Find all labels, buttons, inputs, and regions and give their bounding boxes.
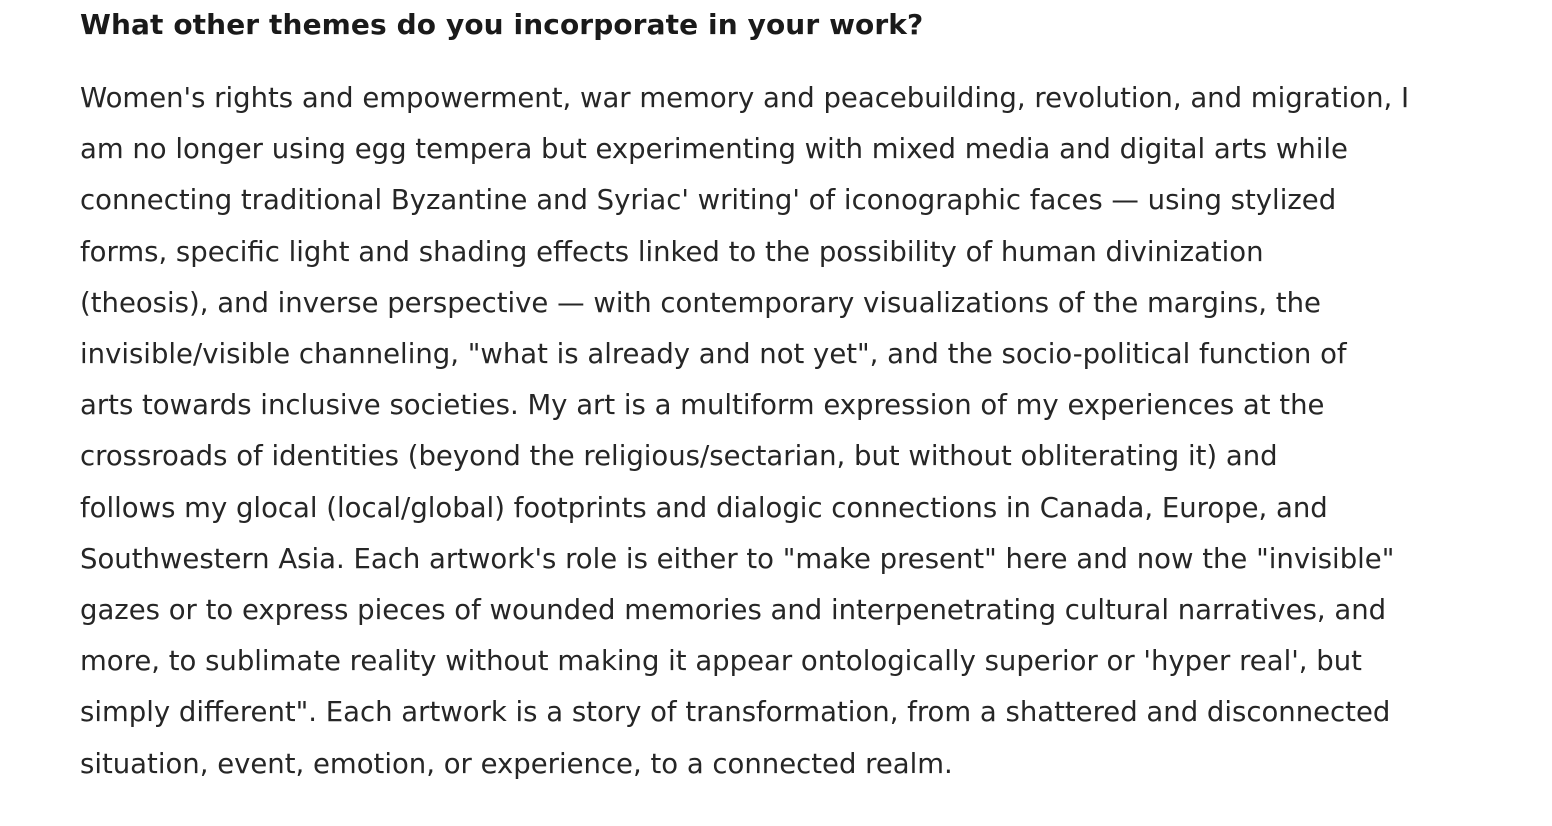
answer-line: (theosis), and inverse perspective — with contemporary visualizations of the margins, the	[80, 286, 1321, 319]
interview-answer-paragraph	[80, 73, 1480, 790]
answer-line: crossroads of identities (beyond the religious/sectarian, but without obliterating it) and	[80, 440, 1278, 473]
interview-question-heading: What other themes do you incorporate in your work?	[80, 8, 924, 41]
answer-line: Southwestern Asia. Each artwork's role is either to "make present" here and now the "invisible"	[80, 542, 1395, 575]
interview-article	[80, 0, 1480, 790]
answer-line: am no longer using egg tempera but experimenting with mixed media and digital arts while	[80, 133, 1348, 166]
answer-line: connecting traditional Byzantine and Syriac' writing' of iconographic faces — using stylized	[80, 184, 1337, 217]
answer-line: gazes or to express pieces of wounded memories and interpenetrating cultural narratives, and	[80, 594, 1387, 627]
answer-line: invisible/visible channeling, "what is already and not yet", and the socio-political function of	[80, 338, 1347, 371]
answer-line: simply different". Each artwork is a story of transformation, from a shattered and disconnected	[80, 696, 1391, 729]
answer-line: arts towards inclusive societies. My art is a multiform expression of my experiences at the	[80, 389, 1325, 422]
answer-line: follows my glocal (local/global) footprints and dialogic connections in Canada, Europe, and	[80, 491, 1328, 524]
answer-line: situation, event, emotion, or experience, to a connected realm.	[80, 747, 953, 780]
answer-line: forms, specific light and shading effects linked to the possibility of human divinization	[80, 235, 1264, 268]
answer-line: Women's rights and empowerment, war memory and peacebuilding, revolution, and migration, I	[80, 82, 1410, 114]
answer-line: more, to sublimate reality without making it appear ontologically superior or 'hyper real', but	[80, 645, 1362, 678]
